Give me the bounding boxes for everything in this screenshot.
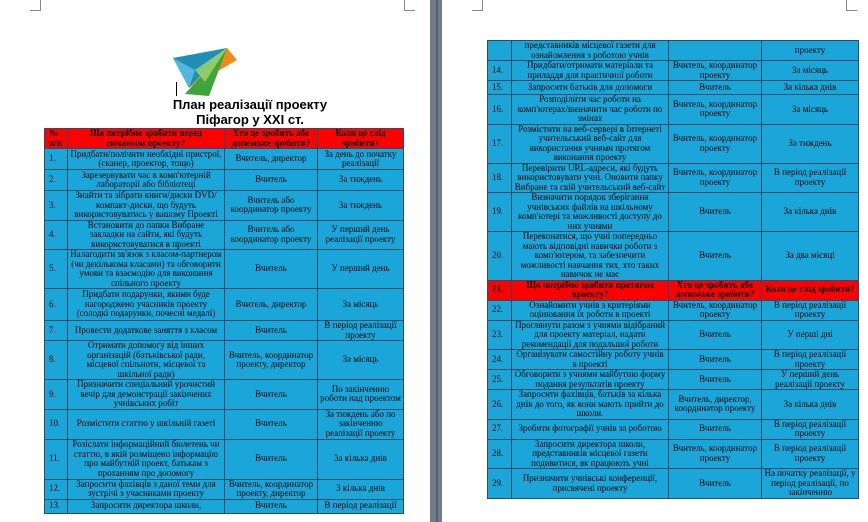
responsible-cell: Вчитель <box>225 170 318 191</box>
responsible-cell: Вчитель <box>669 193 762 232</box>
table-header-row <box>488 280 859 300</box>
document-page-right <box>442 0 868 522</box>
task-cell: Зарезервувати час в комп'ютерній лабораторії або бібліотеці <box>68 170 225 191</box>
table-row <box>45 170 404 191</box>
row-number-cell: 27. <box>488 419 512 439</box>
header-deadline-cell: Коли це слід зробити? <box>318 129 404 149</box>
document-page-left <box>0 0 430 522</box>
table-row <box>45 149 404 170</box>
task-cell: Ознайомити учнів з критеріями оцінювання їх роботи в проекті <box>512 300 669 320</box>
row-number-cell: 2. <box>45 170 68 191</box>
task-cell: Переконатися, що учні попередньо мають відповідні навички роботи з комп'ютером, та забезпечити можливості навчання тих, хто таких навичок не має <box>512 232 669 281</box>
deadline-cell: В період реалізації <box>318 499 404 513</box>
page-corner-mark <box>404 0 415 11</box>
responsible-cell: Вчитель <box>225 409 318 439</box>
responsible-cell: Вчитель <box>669 232 762 281</box>
task-cell: представників місцевої газети для ознайомлення з роботою учнів <box>512 41 669 61</box>
row-number-cell: 10. <box>45 409 68 439</box>
task-cell: Обговорити з учнями майбутню форму подання результатів проекту <box>512 370 669 390</box>
table-row <box>488 95 859 125</box>
responsible-cell: Вчитель <box>225 380 318 410</box>
responsible-cell: Вчитель, директор, координатор проекту <box>669 390 762 420</box>
page-corner-mark <box>846 0 857 11</box>
responsible-cell: Вчитель <box>669 469 762 499</box>
row-number-cell: 20. <box>488 232 512 281</box>
row-number-cell: 6. <box>45 289 68 321</box>
header-deadline-cell: Коли це слід зробити? <box>762 280 859 300</box>
row-number-cell: 13. <box>45 499 68 513</box>
table-row <box>488 350 859 370</box>
responsible-cell: Вчитель <box>669 370 762 390</box>
deadline-cell: За місяць <box>762 61 859 81</box>
task-cell: Розподілити час роботи на комп'ютерах/визначити час роботи по змінах <box>512 95 669 125</box>
responsible-cell: Вчитель <box>669 419 762 439</box>
task-cell: Розмістити статтю у шкільній газеті <box>68 409 225 439</box>
task-cell: Призначити учнівські конференції, присвячені проекту <box>512 469 669 499</box>
deadline-cell: За кілька днів <box>762 390 859 420</box>
task-cell: Отримати допомогу від інших організацій (батьківської ради, місцевої спільноти, місцевої та шкільної ради) <box>68 341 225 380</box>
row-number-cell: 5. <box>45 250 68 289</box>
table-row <box>45 250 404 289</box>
row-number-cell: 9. <box>45 380 68 410</box>
row-number-cell: 16. <box>488 95 512 125</box>
geometric-cone-logo-icon <box>165 40 245 100</box>
deadline-cell: В період реалізації проекту <box>762 439 859 469</box>
deadline-cell: В період реалізації проекту <box>762 419 859 439</box>
table-header-row <box>45 129 404 149</box>
table-row <box>45 220 404 250</box>
task-cell: Розіслати інформаційний бюлетень чи статтю, в якій розміщено інформацію про майбутній проект, батькам з проханням про допомогу <box>68 439 225 479</box>
deadline-cell: У перший день <box>318 250 404 289</box>
header-task-cell: Що потрібно зробити перед початком проекту? <box>68 129 225 149</box>
row-number-cell: 29. <box>488 469 512 499</box>
deadline-cell: У перші дні <box>762 320 859 350</box>
row-number-cell <box>488 41 512 61</box>
header-number-cell: № п/п <box>45 129 68 149</box>
table-row <box>488 41 859 61</box>
table-row <box>45 191 404 221</box>
deadline-cell: В період реалізації проекту <box>762 350 859 370</box>
table-row <box>45 499 404 513</box>
row-number-cell: 23. <box>488 320 512 350</box>
task-cell: Запросити директора школи, <box>68 499 225 513</box>
table-row <box>488 390 859 420</box>
responsible-cell: Вчитель <box>225 499 318 513</box>
deadline-cell: У перший день реалізації проекту <box>318 220 404 250</box>
task-cell: Провести додаткове заняття з класом <box>68 321 225 341</box>
table-row <box>45 439 404 479</box>
deadline-cell: За тиждень <box>762 124 859 163</box>
row-number-cell: 17. <box>488 124 512 163</box>
row-number-cell: 11. <box>45 439 68 479</box>
task-cell: Призначити спеціальний урочистий вечір для демонстрації закінчених учнівських робіт <box>68 380 225 410</box>
responsible-cell: Вчитель, координатор проекту <box>669 124 762 163</box>
table-row <box>45 380 404 410</box>
task-cell: Запросити директора школи, представників місцевої газети подивитися, як працюють учні <box>512 439 669 469</box>
task-cell: Організувати самостійну роботу учнів в проекті <box>512 350 669 370</box>
responsible-cell: Вчитель <box>669 320 762 350</box>
row-number-cell: 22. <box>488 300 512 320</box>
table-row <box>488 320 859 350</box>
row-number-cell: 28. <box>488 439 512 469</box>
table-row <box>488 232 859 281</box>
row-number-cell: 8. <box>45 341 68 380</box>
deadline-cell: За кілька днів <box>762 193 859 232</box>
deadline-cell: У перший день реалізації проекту <box>762 370 859 390</box>
task-cell: Зробити фотографії учнів за роботою <box>512 419 669 439</box>
table-row <box>488 469 859 499</box>
header-responsible-cell: Хто це зробить або допоможе зробити? <box>225 129 318 149</box>
table-row <box>45 289 404 321</box>
page-gutter-shade <box>436 0 438 522</box>
table-row <box>488 370 859 390</box>
deadline-cell: За кілька днів <box>762 81 859 95</box>
header-number-cell: 21. <box>488 280 512 300</box>
header-responsible-cell: Хто це зробить або допоможе зробити? <box>669 280 762 300</box>
task-cell: Запросити фахівців з даної теми для зустрічі з учасниками проекту <box>68 479 225 499</box>
task-cell: Встановити до папки Вибране закладки на сайти, які будуть використовуватися в проекті <box>68 220 225 250</box>
task-cell: Придбати подарунки, якими буде нагороджено учасників проекту (солодкі подарунки, почесні медалі) <box>68 289 225 321</box>
responsible-cell: Вчитель <box>225 250 318 289</box>
table-row <box>488 61 859 81</box>
deadline-cell: В період реалізації проекту <box>318 321 404 341</box>
deadline-cell: За тиждень <box>318 170 404 191</box>
task-cell: Розмістити на веб-сервері в Інтернеті учительський веб-сайт для використання учнями протягом виконання проекту <box>512 124 669 163</box>
document-subtitle: Піфагор у ХХІ ст. <box>196 112 304 127</box>
table-row <box>488 300 859 320</box>
header-task-cell: Що потрібно зробити протягом проекту? <box>512 280 669 300</box>
deadline-cell: З кілька днів <box>318 479 404 499</box>
deadline-cell: За місяць <box>318 289 404 321</box>
responsible-cell: Вчитель <box>669 81 762 95</box>
task-cell: Перевірити URL-адреси, які будуть використовувати учні. Оновити папку Вибране та свій учительський веб-сайт <box>512 163 669 193</box>
responsible-cell: Вчитель, координатор проекту <box>669 95 762 125</box>
deadline-cell: За місяць <box>318 341 404 380</box>
page-corner-mark <box>472 0 483 11</box>
responsible-cell: Вчитель, координатор проекту <box>669 163 762 193</box>
responsible-cell: Вчитель <box>225 439 318 479</box>
row-number-cell: 15. <box>488 81 512 95</box>
task-cell: Визначити порядок зберігання учнівських файлів на шкільному комп'ютері та можливості доступу до них учнями <box>512 193 669 232</box>
responsible-cell: Вчитель, координатор проекту, директор <box>225 341 318 380</box>
plan-table-during <box>487 40 859 499</box>
responsible-cell: Вчитель, директор <box>225 289 318 321</box>
row-number-cell: 19. <box>488 193 512 232</box>
deadline-cell: За тиждень або по закінченню реалізації проекту <box>318 409 404 439</box>
table-row <box>488 81 859 95</box>
deadline-cell: По закінченню роботи над проектом <box>318 380 404 410</box>
row-number-cell: 24. <box>488 350 512 370</box>
deadline-cell: За два місяці <box>762 232 859 281</box>
text-cursor <box>176 82 177 96</box>
deadline-cell: На початку реалізації, у період реалізації, по закінченню <box>762 469 859 499</box>
row-number-cell: 4. <box>45 220 68 250</box>
responsible-cell: Вчитель <box>669 350 762 370</box>
responsible-cell: Вчитель або координатор проекту <box>225 191 318 221</box>
table-row <box>488 124 859 163</box>
row-number-cell: 14. <box>488 61 512 81</box>
task-cell: Придбати/отримати матеріали та приладдя для практичної роботи <box>512 61 669 81</box>
table-row <box>488 163 859 193</box>
deadline-cell: За тиждень <box>318 191 404 221</box>
table-row <box>488 439 859 469</box>
deadline-cell: За місяць <box>762 95 859 125</box>
responsible-cell <box>669 41 762 61</box>
deadline-cell: За кілька днів <box>318 439 404 479</box>
deadline-cell: В період реалізації проекту <box>762 163 859 193</box>
table-row <box>45 341 404 380</box>
table-row <box>45 479 404 499</box>
table-row <box>488 193 859 232</box>
table-row <box>45 321 404 341</box>
document-title: План реалізації проекту <box>172 97 328 112</box>
responsible-cell: Вчитель, координатор проекту, директор <box>225 479 318 499</box>
row-number-cell: 26. <box>488 390 512 420</box>
row-number-cell: 7. <box>45 321 68 341</box>
table-row <box>45 409 404 439</box>
responsible-cell: Вчитель або координатор проекту <box>225 220 318 250</box>
row-number-cell: 1. <box>45 149 68 170</box>
plan-table-before <box>44 128 404 514</box>
task-cell: Знайти та зібрати книги/диски DVD/компакт-диски, що будуть використовуватись у вашому Проекті <box>68 191 225 221</box>
deadline-cell: проекту <box>762 41 859 61</box>
responsible-cell: Вчитель, координатор проекту <box>669 439 762 469</box>
task-cell: Придбати/полічити необхідні пристрої, (сканер, проектор, тощо) <box>68 149 225 170</box>
row-number-cell: 12. <box>45 479 68 499</box>
table-row <box>488 419 859 439</box>
responsible-cell: Вчитель, координатор проекту <box>669 61 762 81</box>
row-number-cell: 3. <box>45 191 68 221</box>
deadline-cell: В період реалізації проекту <box>762 300 859 320</box>
task-cell: Запросити фахівців, батьків за кілька днів до того, як вони мають прийти до школи. <box>512 390 669 420</box>
responsible-cell: Вчитель, координатор проекту <box>669 300 762 320</box>
row-number-cell: 25. <box>488 370 512 390</box>
task-cell: Запросити батьків для допомоги <box>512 81 669 95</box>
responsible-cell: Вчитель, директор <box>225 149 318 170</box>
responsible-cell: Вчитель <box>225 321 318 341</box>
row-number-cell: 18. <box>488 163 512 193</box>
task-cell: Проглянути разом з учнями відібраний для проекту матеріал, надати рекомендації для подальшої роботи <box>512 320 669 350</box>
deadline-cell: За день до початку реалізації <box>318 149 404 170</box>
page-corner-mark <box>30 0 41 11</box>
task-cell: Налагодити зв'язок з класом-партнером (чи декількома класами) та обговорити умови та взаємодію для виконання спільного проекту <box>68 250 225 289</box>
